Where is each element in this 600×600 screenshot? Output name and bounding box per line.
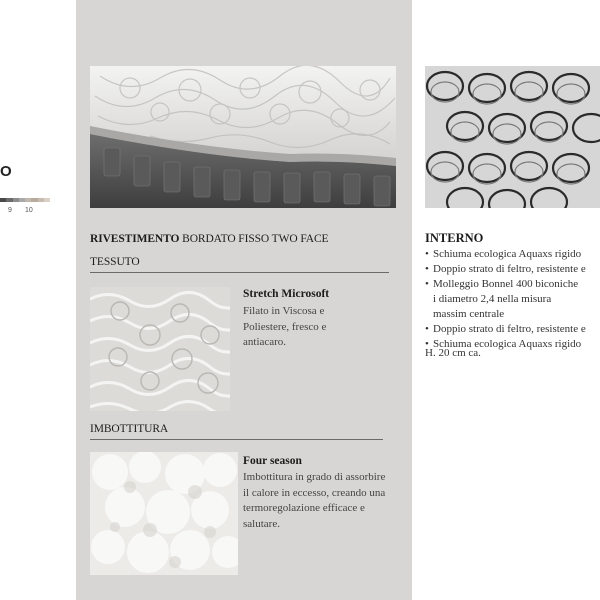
rivestimento-bold: RIVESTIMENTO (90, 233, 180, 245)
tessuto-title: Stretch Microsoft (243, 288, 330, 300)
list-item: • Molleggio Bonnel 400 biconiche i diametro 2,4 nella misura massim centrale (425, 277, 583, 322)
wool-padding-photo (90, 452, 238, 575)
imbottitura-title: Four season (243, 455, 302, 467)
interno-title: INTERNO (425, 231, 484, 245)
list-item: • Doppio strato di feltro, resistente e (425, 322, 600, 337)
imbottitura-divider (90, 439, 383, 440)
list-item: • Schiuma ecologica Aquaxs rigido (425, 337, 600, 352)
tessuto-label: TESSUTO (90, 256, 140, 268)
mattress-photo (90, 66, 396, 208)
tessuto-description: Filato in Viscosa e Poliestere, fresco e antiacaro. (243, 305, 327, 348)
tessuto-divider (90, 272, 389, 273)
imbottitura-label: IMBOTTITURA (90, 423, 169, 435)
scale-swatch (44, 198, 50, 202)
imbottitura-description: Imbottitura in grado di assorbire il calore in eccesso, creando una termoregolazione efficace e salutare. (243, 471, 386, 530)
knit-fabric-photo (90, 287, 230, 411)
list-item: • Schiuma ecologica Aquaxs rigido (425, 247, 600, 262)
firmness-scale-bar (0, 198, 50, 202)
rivestimento-heading (90, 233, 329, 245)
scale-label-9: 9 (8, 207, 12, 214)
cut-off-heading-letter: O (0, 163, 12, 180)
list-item: • Doppio strato di feltro, resistente e (425, 262, 600, 277)
left-page-edge (0, 0, 76, 600)
height-note: H. 20 cm ca. (425, 347, 481, 359)
rivestimento-rest: BORDATO FISSO TWO FACE (179, 233, 329, 245)
bonnel-springs-photo (425, 66, 600, 208)
scale-label-10: 10 (25, 207, 33, 214)
interno-list (425, 247, 600, 352)
